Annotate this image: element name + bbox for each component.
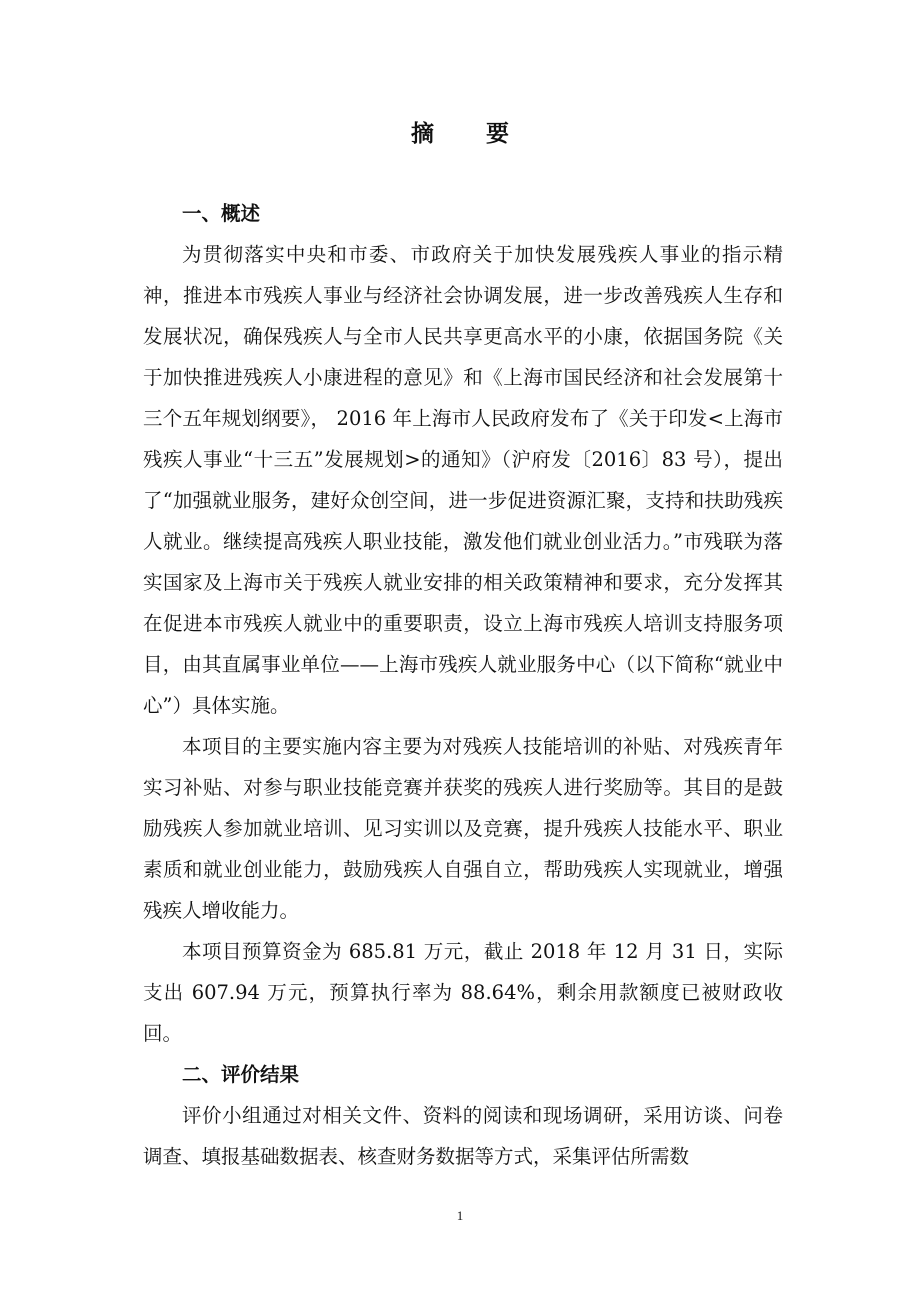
section-heading: 一、概述 (182, 202, 261, 225)
page-title: 摘 要 (410, 121, 531, 147)
paragraph: 评价小组通过对相关文件、资料的阅读和现场调研，采用访谈、问卷调查、填报基础数据表、核查财务数据等方式，采集评估所需数 (143, 1104, 783, 1168)
paragraph: 为贯彻落实中央和市委、市政府关于加快发展残疾人事业的指示精神，推进本市残疾人事业与经济社会协调发展，进一步改善残疾人生存和发展状况，确保残疾人与全市人民共享更高水平的小康，依据国务院《关于加快推进残疾人小康进程的意见》和《上海市国民经济和社会发展第十三个五年规划纲要》， 2016 年上海市人民政府发布了《关于印发<上海市残疾人事业“十三五”发展规划>的通知》（沪府发〔2016〕83 号），提出了“加强就业服务，建好众创空间，进一步促进资源汇聚，支持和扶助残疾人就业。继续提高残疾人职业技能，激发他们就业创业活力。”市残联为落实国家及上海市关于残疾人就业安排的相关政策精神和要求，充分发挥其在促进本市残疾人就业中的重要职责，设立上海市残疾人培训支持服务项目，由其直属事业单位——上海市残疾人就业服务中心（以下简称“就业中心”）具体实施。 (143, 243, 783, 717)
section-evaluation-results (143, 1054, 783, 1177)
section-heading: 二、评价结果 (182, 1063, 300, 1086)
paragraph: 本项目预算资金为 685.81 万元，截止 2018 年 12 月 31 日，实际支出 607.94 万元，预算执行率为 88.64%，剩余用款额度已被财政收回。 (143, 940, 783, 1045)
document-body (143, 193, 783, 1177)
paragraph: 本项目的主要实施内容主要为对残疾人技能培训的补贴、对残疾青年实习补贴、对参与职业技能竞赛并获奖的残疾人进行奖励等。其目的是鼓励残疾人参加就业培训、见习实训以及竞赛，提升残疾人技能水平、职业素质和就业创业能力，鼓励残疾人自强自立，帮助残疾人实现就业，增强残疾人增收能力。 (143, 735, 783, 922)
page-number: 1 (456, 1208, 464, 1223)
section-overview (143, 193, 783, 1054)
